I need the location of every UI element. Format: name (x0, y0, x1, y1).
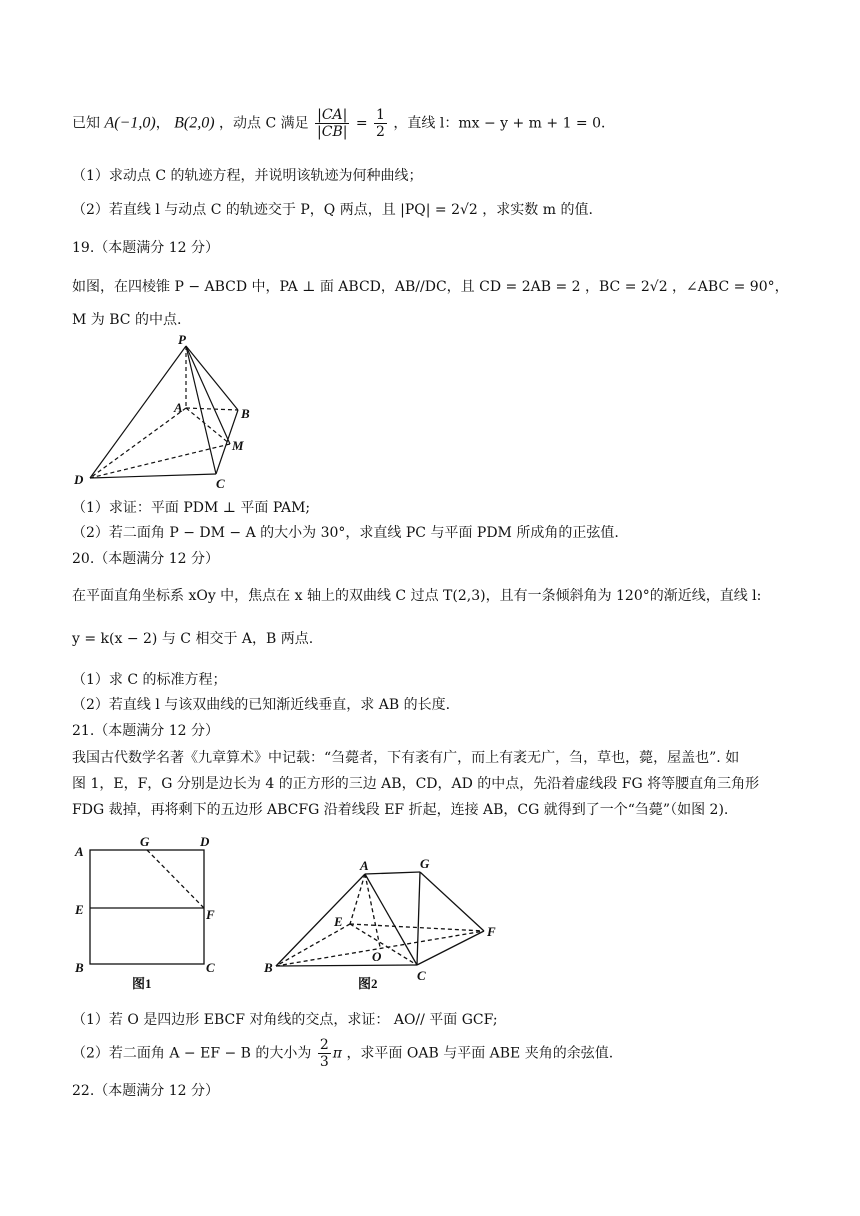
fig1-caption: 图1 (132, 976, 152, 991)
pi-symbol: π (332, 1045, 342, 1062)
equals-sign: = (355, 115, 368, 132)
square-fold-diagram (72, 830, 232, 996)
fig2-label-c: C (417, 968, 426, 983)
ratio-numerator: |CA| (317, 107, 348, 123)
fig2-label-b: B (264, 960, 273, 975)
fig1-label-b: B (75, 960, 84, 975)
fig2-label-f: F (487, 924, 496, 939)
q20-header: 20.（本题满分 12 分） (72, 551, 219, 567)
q21-stem-1: 我国古代数学名著《九章算术》中记载：“刍薨者，下有袤有广，而上有袤无广，刍，草也，薨，屋盖也”. 如 (72, 750, 740, 766)
half-fraction (374, 108, 387, 139)
ratio-denominator: |CB| (317, 124, 348, 140)
chumeng-solid-diagram (260, 830, 510, 996)
point-a: A(−1,0) (104, 114, 156, 132)
fig2-label-e: E (334, 914, 343, 929)
q19-pyramid-figure (68, 332, 268, 492)
fig2-caption: 图2 (358, 976, 378, 991)
q21-part2-text-a: （2）若二面角 A − EF − B 的大小为 (72, 1045, 312, 1062)
q18-part2: （2）若直线 l 与动点 C 的轨迹交于 P，Q 两点，且 |PQ| = 2√2 ，求实数 m 的值. (72, 202, 593, 218)
q19-header: 19.（本题满分 12 分） (72, 240, 219, 256)
fig1-label-e: E (75, 902, 84, 917)
q22-header: 22.（本题满分 12 分） (72, 1083, 219, 1099)
q20-part2: （2）若直线 l 与该双曲线的已知渐近线垂直，求 AB 的长度. (72, 697, 451, 713)
q20-stem-2: y = k(x − 2) 与 C 相交于 A，B 两点. (72, 631, 314, 647)
label-c: C (216, 476, 225, 491)
fig2-label-g: G (420, 856, 430, 871)
q21-header: 21.（本题满分 12 分） (72, 723, 219, 739)
q19-stem-1: 如图，在四棱锥 P − ABCD 中，PA ⊥ 面 ABCD，AB//DC，且 CD = 2AB = 2 ，BC = 2√2 ，∠ABC = 90°， (72, 279, 789, 295)
q20-part1: （1）求 C 的标准方程； (72, 672, 227, 688)
two-thirds-fraction (318, 1038, 331, 1069)
label-b: B (241, 406, 250, 421)
q19-part2: （2）若二面角 P − DM − A 的大小为 30°，求直线 PC 与平面 PDM 所成角的正弦值. (72, 525, 619, 541)
q20-stem-1: 在平面直角坐标系 xOy 中，焦点在 x 轴上的双曲线 C 过点 T(2,3)，且有一条倾斜角为 120°的渐近线，直线 l: (72, 588, 762, 604)
label-d: D (74, 472, 84, 487)
q18-prefix: 已知 (72, 115, 100, 132)
q21-stem-2: 图 1，E，F，G 分别是边长为 4 的正方形的三边 AB，CD，AD 的中点，先沿着虚线段 FG 将等腰直角三角形 (72, 776, 760, 792)
q18-part1: （1）求动点 C 的轨迹方程，并说明该轨迹为何种曲线； (72, 168, 423, 184)
q21-part1: （1）若 O 是四边形 EBCF 对角线的交点，求证： AO// 平面 GCF; (72, 1012, 498, 1028)
label-p: P (178, 332, 186, 347)
fig2-label-a: A (360, 858, 369, 873)
label-a: A (174, 400, 183, 415)
q18-stem: 已知 A(−1,0)， B(2,0) ，动点 C 满足 $\frac{|CA|}{|CB|}$ = $\frac{1}{2}$ ，直线 l：mx − y + m + 1 = 0． (72, 107, 616, 140)
fig1-label-g: G (140, 834, 150, 849)
q18-mid-text: ，动点 C 满足 (219, 115, 309, 132)
ratio-fraction (315, 108, 349, 139)
q19-stem-2: M 为 BC 的中点. (72, 312, 182, 328)
q21-part2 (72, 1038, 613, 1069)
fig1-label-c: C (206, 960, 215, 975)
fraction-denominator: 3 (319, 1054, 329, 1070)
pyramid-diagram (68, 332, 268, 492)
half-denominator: 2 (376, 124, 385, 140)
fraction-numerator: 2 (319, 1037, 329, 1053)
q21-figure-1 (72, 830, 232, 996)
q21-part2-text-b: ，求平面 OAB 与平面 ABE 夹角的余弦值. (346, 1045, 614, 1062)
fig2-label-o: O (372, 949, 382, 964)
q19-part1: （1）求证：平面 PDM ⊥ 平面 PAM; (72, 500, 311, 516)
fig1-label-d: D (200, 834, 210, 849)
label-m: M (232, 438, 244, 453)
point-b: B(2,0) (174, 114, 215, 132)
line-l-equation: ，直线 l：mx − y + m + 1 = 0． (393, 115, 616, 132)
fig1-label-a: A (75, 844, 84, 859)
q21-stem-3: FDG 裁掉，再将剩下的五边形 ABCFG 沿着线段 EF 折起，连接 AB，CG 就得到了一个“刍薨”（如图 2). (72, 802, 729, 818)
fig1-label-f: F (206, 907, 215, 922)
q21-figure-2 (260, 830, 510, 996)
half-numerator: 1 (376, 107, 385, 123)
